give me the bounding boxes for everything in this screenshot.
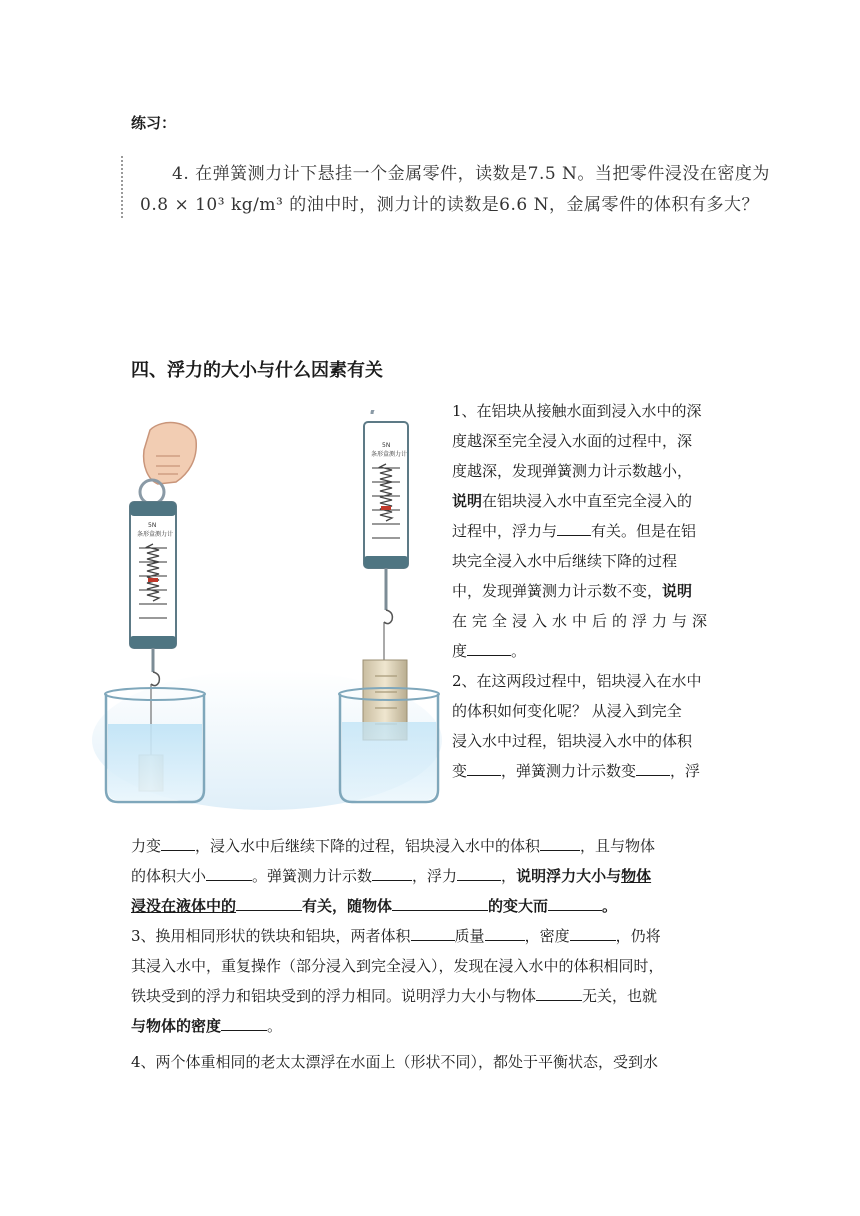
q2-f2-text: 的体积大小 <box>131 867 207 885</box>
q1-line-1: 1、在铝块从接触水面到浸入水中的深 <box>452 402 702 420</box>
exercise-line-2: 0.8 × 10³ kg/m³ 的油中时，测力计的读数是6.6 N，金属零件的体积有多大？ <box>140 195 760 215</box>
answer-blank[interactable] <box>467 757 501 776</box>
q1-line-5-tail: 有关。但是在铝 <box>591 522 697 540</box>
q1-line-5 <box>452 516 732 546</box>
answer-blank[interactable] <box>457 862 501 881</box>
answer-blank[interactable] <box>236 892 302 911</box>
q3-line-4 <box>131 1011 733 1041</box>
q2-f2-mid2: ，浮力 <box>412 867 458 885</box>
q2-f3-mid: 的变大而 <box>488 897 549 915</box>
q2-f1-mid: ，浸入水中后继续下降的过程，铝块浸入水中的体积 <box>195 837 541 855</box>
q1-emphasis: 说明 <box>452 492 483 510</box>
answer-blank[interactable] <box>372 862 412 881</box>
left-scale-top-label: 5N <box>148 522 157 529</box>
q1-line-5-text: 过程中，浮力与 <box>452 522 558 540</box>
q3-line-3 <box>131 981 733 1011</box>
right-scale-name: 条形盒测力计 <box>371 451 408 458</box>
answer-blank[interactable] <box>540 832 580 851</box>
q2-conclusion-bold: 说明浮力大小与 <box>516 867 622 885</box>
answer-blank[interactable] <box>536 982 582 1001</box>
q2-conclusion-underlined: 物体 <box>621 867 652 885</box>
q2-f1-text: 力变 <box>131 837 162 855</box>
q2-line-4 <box>452 756 732 786</box>
q2-f1-tail: ，且与物体 <box>580 837 656 855</box>
q2-line-3: 浸入水中过程，铝块浸入水中的体积 <box>452 732 693 750</box>
q1-line-7-text: 中，发现弹簧测力计示数不变， <box>452 582 663 600</box>
q2-full-line-3 <box>131 891 733 921</box>
q2-f2-mid: 。弹簧测力计示数 <box>252 867 373 885</box>
q2-f2-comma: ， <box>501 867 517 885</box>
exercise-line-1: 4. 在弹簧测力计下悬挂一个金属零件，读数是7.5 N。当把零件浸没在密度为 <box>172 164 770 184</box>
q3-l1-mid: 质量 <box>454 927 485 945</box>
answer-blank[interactable] <box>636 757 670 776</box>
q4-line-1: 4、两个体重相同的老太太漂浮在水面上（形状不同），都处于平衡状态，受到水 <box>131 1053 659 1071</box>
q2-line-4-mid: ，弹簧测力计示数变 <box>501 762 637 780</box>
q3-l1-mid2: ，密度 <box>524 927 570 945</box>
q1-emphasis-2: 说明 <box>662 582 693 600</box>
q1-line-8: 在完全浸入水中后的浮力与深 <box>452 612 713 630</box>
q1-line-4 <box>452 486 732 516</box>
q1-line-6: 块完全浸入水中后继续下降的过程 <box>452 552 678 570</box>
answer-blank[interactable] <box>392 892 488 911</box>
answer-blank[interactable] <box>548 892 602 911</box>
q1-line-2: 度越深至完全浸入水面的过程中，深 <box>452 432 693 450</box>
answer-blank[interactable] <box>221 1012 267 1031</box>
q1-line-4-text: 在铝块浸入水中直至完全浸入的 <box>482 492 693 510</box>
q3-l1-text: 3、换用相同形状的铁块和铝块，两者体积 <box>131 927 411 945</box>
q3-l4-tail: 。 <box>267 1017 283 1035</box>
q3-line-1 <box>131 921 733 951</box>
q1-line-9 <box>452 636 732 666</box>
q1-line-3: 度越深，发现弹簧测力计示数越小， <box>452 462 693 480</box>
answer-blank[interactable] <box>570 922 616 941</box>
section-title: 四、浮力的大小与什么因素有关 <box>131 360 383 381</box>
q3-l3-tail: 无关，也就 <box>582 987 658 1005</box>
q1-line-7 <box>452 576 732 606</box>
practice-label: 练习： <box>131 114 177 132</box>
q2-line-1: 2、在这两段过程中，铝块浸入在水中 <box>452 672 702 690</box>
right-scale-top-label: 5N <box>382 442 391 449</box>
q2-line-2: 的体积如何变化呢？ 从浸入到完全 <box>452 702 682 720</box>
question-1-2-column <box>452 396 732 786</box>
answer-blank[interactable] <box>485 922 525 941</box>
answer-blank[interactable] <box>557 517 591 536</box>
answer-blank[interactable] <box>411 922 455 941</box>
margin-dotted-rule <box>121 156 123 218</box>
q1-line-9-tail: 。 <box>511 642 527 660</box>
q2-line-4-tail: ，浮 <box>670 762 701 780</box>
q2-conclusion-underlined-2: 浸没在液体中的 <box>131 897 237 915</box>
q1-line-9-text: 度 <box>452 642 468 660</box>
answer-blank[interactable] <box>161 832 195 851</box>
q3-l4-bold: 与物体的密度 <box>131 1017 222 1035</box>
q2-line-4-text: 变 <box>452 762 468 780</box>
left-scale-name: 条形盒测力计 <box>137 531 174 538</box>
hand-icon <box>144 423 197 484</box>
answer-blank[interactable] <box>206 862 252 881</box>
q2-full-line-1 <box>131 831 733 861</box>
q2-f3-text: 有关，随物体 <box>302 897 393 915</box>
q3-l1-tail: ，仍将 <box>615 927 661 945</box>
q3-l3-text: 铁块受到的浮力和铝块受到的浮力相同。说明浮力大小与物体 <box>131 987 537 1005</box>
q2-f3-tail: 。 <box>602 897 618 915</box>
full-width-text <box>131 831 733 1077</box>
q2-full-line-2 <box>131 861 733 891</box>
answer-blank[interactable] <box>467 637 511 656</box>
right-spring-scale <box>363 410 408 740</box>
q3-line-2: 其浸入水中，重复操作（部分浸入到完全浸入），发现在浸入水中的体积相同时， <box>131 957 664 975</box>
spring-scale-figure <box>92 410 442 830</box>
